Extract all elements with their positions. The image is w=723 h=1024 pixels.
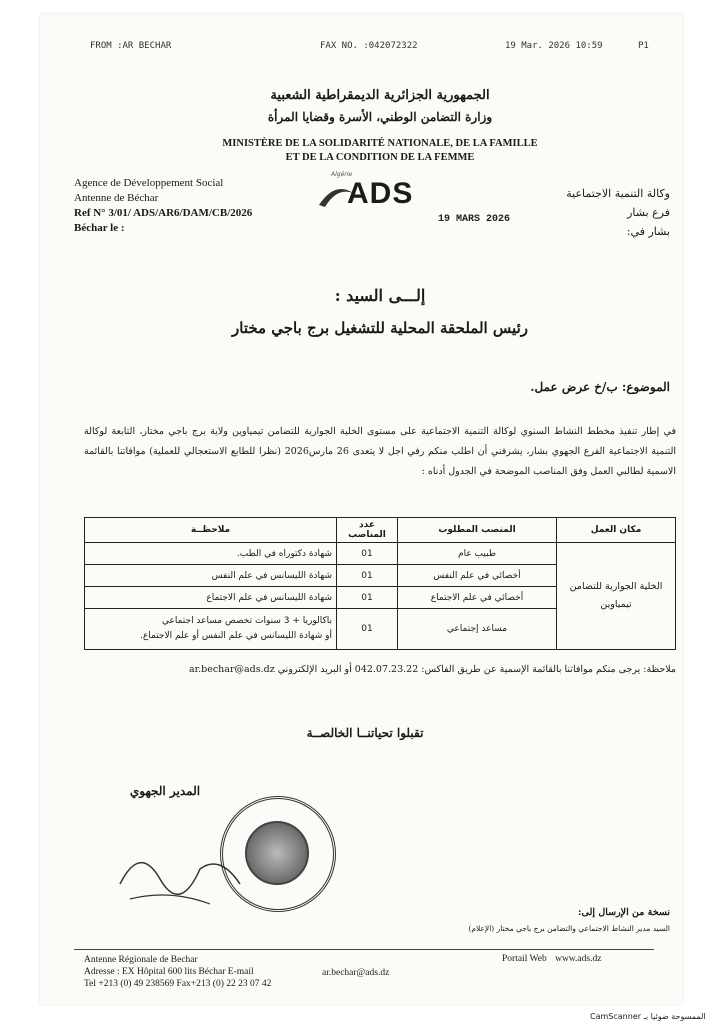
table-row [85, 543, 676, 565]
footer-portal-label: Portail Web [502, 954, 547, 964]
count-cell: 01 [337, 565, 398, 587]
seal-emblem-icon [245, 821, 309, 885]
footer-email: ar.bechar@ads.dz [322, 968, 390, 978]
count-cell: 01 [337, 609, 398, 650]
closing-line: تقبلوا تحياتنــا الخالصــة [306, 726, 424, 740]
note-cell: شهادة الليسانس في علم الاجتماع [85, 587, 337, 609]
ads-logo-text: ADS [347, 177, 414, 210]
position-cell: مساعد إجتماعي [398, 609, 557, 650]
signatory-title: المدير الجهوي [129, 784, 201, 798]
header-position: المنصب المطلوب [398, 518, 557, 543]
note-line: باكالوريا + 3 سنوات تخصص مساعد اجتماعي [161, 616, 332, 626]
date-stamp: 19 MARS 2026 [438, 214, 511, 225]
footer-divider [74, 949, 654, 950]
ads-logo [315, 167, 435, 217]
workplace-cell: الخلية الجوارية للتضامن تيمياوين [557, 543, 676, 650]
copy-to-label: نسخة من الإرسال إلى: [578, 907, 670, 918]
footer-portal-url: www.ads.dz [555, 954, 602, 964]
agency-block-fr [74, 176, 252, 236]
header-notes: ملاحظــة [85, 518, 337, 543]
recipient-salutation: إلـــى السيد : [334, 286, 426, 305]
fax-number: FAX NO. :042072322 [320, 41, 418, 51]
republic-title-ar: الجمهورية الجزائرية الديمقراطية الشعبية [270, 88, 490, 103]
agency-antenne-fr: Antenne de Béchar [74, 192, 159, 204]
recipient-name: رئيس الملحقة المحلية للتشغيل برج باجي مختار [232, 319, 528, 337]
subject-line: الموضوع: ب/خ عرض عمل. [530, 380, 670, 394]
agency-name-ar: وكالة التنمية الاجتماعية [566, 187, 670, 200]
camscanner-watermark: الممسوحة ضوئيا بـ CamScanner [590, 1012, 706, 1021]
footer-phone-fax: Tel +213 (0) 49 238569 Fax+213 (0) 22 23 07 42 [84, 979, 272, 989]
count-cell: 01 [337, 587, 398, 609]
ministry-title-fr-line2: ET DE LA CONDITION DE LA FEMME [285, 152, 475, 163]
footer-portal [502, 954, 601, 964]
footer-antenne: Antenne Régionale de Bechar [84, 955, 198, 965]
position-cell: أخصائي في علم النفس [398, 565, 557, 587]
note-cell [85, 609, 337, 650]
fax-from: FROM :AR BECHAR [90, 41, 172, 51]
count-cell: 01 [337, 543, 398, 565]
footer-address: Adresse : EX Hôpital 600 lits Béchar E-mail [84, 967, 254, 977]
fax-datetime: 19 Mar. 2026 10:59 [505, 41, 603, 51]
note-cell: شهادة الليسانس في علم النفس [85, 565, 337, 587]
note-line: أو شهادة الليسانس في علم النفس أو علم الاجتماع. [140, 631, 332, 641]
position-cell: طبيب عام [398, 543, 557, 565]
reference-number: Ref N° 3/01/ ADS/AR6/DAM/CB/2026 [74, 207, 253, 219]
ministry-title-fr-line1: MINISTÈRE DE LA SOLIDARITÉ NATIONALE, DE LA FAMILLE [222, 138, 538, 149]
positions-table [84, 517, 676, 650]
date-line-ar: بشار في: [626, 225, 670, 238]
body-paragraph: في إطار تنفيذ مخطط النشاط السنوي لوكالة التنمية الاجتماعية على مستوى الخلية الجوارية للتضامن تيمياوين ولاية برج باجي مختار، التابعة لوكالة التنمية الاجتماعية الفرع الجهوي بشار، يشرفني أن اطلب منكم رفي اجل لا يتعدى 26 مارس2026 (نظرا للطابع الاستعجالي للعملية) موافاتنا بالقائمة الاسمية لطالبي العمل وفق المناصب الموضحة في الجدول أدناه : [84, 426, 676, 477]
agency-block-ar [460, 184, 670, 241]
position-cell: أخصائي في علم الاجتماع [398, 587, 557, 609]
fax-page: P1 [638, 41, 649, 51]
document-page [40, 14, 683, 1004]
header-workplace: مكان العمل [557, 518, 676, 543]
copy-to-recipient: السيد مدير النشاط الاجتماعي والتضامن برج باجي مختار (الإعلام) [468, 924, 670, 933]
agency-antenne-ar: فرع بشار [627, 206, 670, 219]
note-cell: شهادة دكتوراه في الطب. [85, 543, 337, 565]
ministry-title-ar: وزارة التضامن الوطني، الأسرة وقضايا المرأة [267, 110, 493, 124]
footer-address-block [84, 954, 271, 990]
ads-logo-subtext: Algérie [331, 171, 353, 178]
agency-name-fr: Agence de Développement Social [74, 177, 224, 189]
official-seal [220, 796, 336, 912]
remark-line: ملاحظة: يرجى منكم موافاتنا بالقائمة الإسمية عن طريق الفاكس: 042.07.23.22 أو البريد الإلكتروني ar.bechar@ads.dz [188, 664, 676, 675]
date-line-fr: Béchar le : [74, 222, 125, 234]
header-count: عدد المناصب [337, 518, 398, 543]
table-header-row [85, 518, 676, 543]
